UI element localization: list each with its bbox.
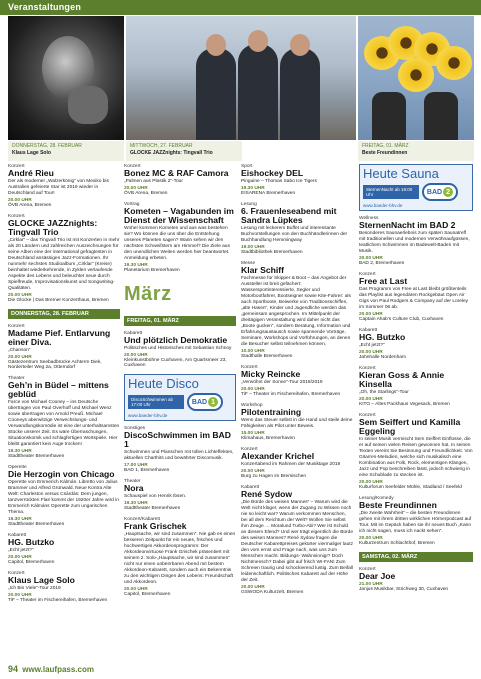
event-entry: Messe Klar Schiff Fachmesse für Skipper & Boot – das Angebot der Aussteller ist breit gefächert: Wassersportinteressierte, Segler und Motorbootfahrer, Bootseigner sowie Kite-Fahrer: als auch Sportboote, Beiwerke von Traditionsschiffen, „alte Hasen“, Kinder und Jugendliche werden das „gemeinsam angesprochen. Im Mittelpunkt der dreitägigen Veranstaltung wird daher nicht das „Boote gucken“, sondern Beratung, Information und Erfahrungsaustausch sowie spannende Vorträge, Seminare, Workshops und Vorführungen, an denen die Besucher selbst teilnehmen können. 10.00 UHR Stadthalle Bremerhaven <box>241 261 351 359</box>
event-entry: Konzert André Rieu Der als moderner „Walzerkönig“ von Mexiko bis Australien gefeierte Star ist 2019 wieder in Deutschland auf Tour! 20.00 UHR ÖVB Arena, Bremen <box>8 164 109 208</box>
listing-column-2 <box>124 164 236 603</box>
day-header: DONNERSTAG, 28. FEBRUAR <box>8 309 120 319</box>
event-entry: Sport Eishockey DEL Pinguine – Thomas Sabo Ice Tigers 19.30 UHR EISARENA Bremerhaven <box>241 164 317 196</box>
ad-link[interactable]: www.baeder-bhv.de <box>363 203 403 208</box>
bad-logo-icon: BAD 1 <box>187 393 223 411</box>
event-entry: Konzert GLOCKE JAZZnights: Tingvall Trio „Cirklar“ – das Tingvall Trio ist mit Konzerten in mehr als 20 Ländern und zahlreichen Auszeichnungen für seine Alben eine der international gefragtesten in Deutschland ansässigen Jazz-Formationen. Ihr nunmehr sechstes Studioalbum „Cirklar“ (Kreise) beinhaltet wiederkehrende, in Zyklen verlaufende Aspekte des Lebens und beleuchtet neue durch Spielfreude, Improvisationskunst und Songwriting-Qualitäten. 20.00 UHR Die Glocke | Das Bremer Konzerthaus, Bremen <box>8 214 120 303</box>
sunflower-icon <box>436 46 472 80</box>
event-entry: Konzert Kieran Goss & Annie Kinsella „Oh, the Starlings“-Tour 20.00 UHR KITO – Altes Packhaus Vegesack, Bremen <box>359 366 450 407</box>
photo-caption: FREITAG, 01. MÄRZ Beste Freundinnen <box>358 141 474 161</box>
day-header: SAMSTAG, 02. MÄRZ <box>359 552 473 562</box>
ad-heute-sauna[interactable]: Heute Sauna SternenNacht ab 19:00 Uhr BAD 2 www.baeder-bhv.de <box>359 164 473 211</box>
photo-credit: Foto: Simone Weisenfeld <box>302 146 342 150</box>
event-entry: Theater Nora Schauspiel von Henrik Ibsen. 19.30 UHR Stadttheater Bremerhaven <box>124 479 187 511</box>
event-entry: Theater Geh’n in Büdel – mittens geblüd Farce von Michael Cooney – ins Deutsche übertragen von Paul Overhoff und Michael Wenz sowie übertragen von Arnold Preuß. Michael Cooneys aberwitzige Verwechslungs- und Verwandlungskomödie ist eine der unterhaltsamsten Stücke unserer Zeit. Es wäre Überraschungen, Situationskomik und schlagfertigen Wortspiele. Hier bleibt garantiert kein Auge trocken! 19.30 UHR Stadttheater Bremerhaven <box>8 376 120 459</box>
event-entry: Konzert Free at Last Das Programm von Free at Last bleibt größtenteils das Playlist aus legendären Rockgebäut Open Air Gigs von Paul Rodgers & Company auf der Loreley im Sommer 06 ab. 20.00 UHR Captain Ahab’s Culture Club, Cuxhaven <box>359 272 469 322</box>
event-entry: Konzert Dear Joe 21.00 UHR Janjus Musikbar, Strichweg 30, Cuxhaven <box>359 567 449 592</box>
event-entry: Konzert Alexander Krichel Konzertabend im Rahmen der Musiktage 2019 20.00 UHR Burg zu Hagen im Bremischen <box>241 447 341 479</box>
event-entry: Wellness SternenNacht im BAD 2 Besonderes Saunaerlebnis zum späten Saunatreff mit traditionellen und modernen Verwöhnaufgüssen, teatlichem Schwimmen im Badewelt-Baden mit Musik. 20.00 UHR BAD 2, Bremerhaven <box>359 216 470 266</box>
ad-heute-disco[interactable]: Heute Disco DiscoSchwimmen ab 17:00 Uhr BAD 1 www.baeder-bhv.de <box>124 374 236 421</box>
event-entry: Kabarett HG. Butzko „Echt jetzt?“ 20.00 UHR Capitol, Bremerhaven <box>8 533 55 565</box>
event-entry: Kabarett Und plötzlich Demokratie Politisches und Historisches mit Sebastian Schnoy 20.00 UHR Kleinkunstbühne Cuxhaven, Am Quartsmeer 23, Cuxhaven <box>124 331 232 368</box>
photo-beste-freundinnen <box>358 16 474 140</box>
month-heading: März <box>124 283 172 305</box>
event-entry: Lesung/Komedy Beste Freundinnen „Die zweite Wahrheit“ – die besten Freundinnen gehen mit ihrem dritten wirklichen Hörnerpodcast auf Tour. Mit im Gepäck haben sie ihr neues Buch „Kann ich nicht sagen, muss ich nackt sehen“. 20.00 UHR Kulturzentrum Schlachthof, Bremen <box>359 496 472 546</box>
listing-column-4 <box>359 164 473 598</box>
event-entry: Lesung 6. Frauenleseabend mit Sandra Lüpkes Lesung mit leckerem Buffet und interessante Buchvorstellungen von den Buchhändlerinnen der Buchhandlung Hemmingway 19.00 UHR Stadtbibliothek Bremerhaven <box>241 202 348 255</box>
page-footer <box>8 664 94 674</box>
page-number: 94 <box>8 664 19 674</box>
event-entry: Konzert Micky Reincke „Verwöhnt der Sonne“-Tour 2018/2019 20.00 UHR TiF – Theater im Fischereihafen, Bremerhaven <box>241 365 341 397</box>
event-entry: Kabarett HG. Butzko „Echt jetzt?“ 20.00 UHR Jahnhalle Nordenham <box>359 328 406 360</box>
event-entry: Workshop Pilotentraining Wenn das Steuer selbst in die Hand und steile deine Fähigkeiten als Pilot unter Beweis. 15.00 UHR Klimahaus, Bremerhaven <box>241 403 353 441</box>
event-entry: Vortrag Kometen – Vagabunden im Dienst der Wissenschaft Woher kommen Kometen und aus was bestehen sie? Wo können die uns über die Entstehung unseres Planeten sagen? Wann sehen wir den nächsten Schweifstern am Himmel? Die Ziele aus den unendlichen Weiten werden hier beantwortet. Anmeldung erbeten. 19.30 UHR Planetarium Bremerhaven <box>124 202 234 273</box>
event-entry: Konzert Madame Pief. Entlarvung einer Diva. „Chanson“ 20.00 UHR Gästezentrum Seebadbrücke Achterm Diek, Norderteiler Weg 2a, Otterndorf <box>8 324 111 370</box>
day-header: FREITAG, 01. MÄRZ <box>124 316 236 326</box>
event-entry: Konzert/Kabarett Frank Grischek „Hauptsache, wir sind zusammen“. Nie gab es einen besseren Zeitpunkt für ein neues, frisches und hochwertiges Akkordeonprogramm: Der Akkordeonvirtuose Frank Grischek präsentiert mit seinem 2. Solo-„Hauptsache, wir sind zusammen“ nicht nur einen unbeirrbaren Abend mit bestem Akkordeon-Kabarett, sondern auch ein Bekenntnis zu den wichtigen Dingen des Lebens: Freundschaft und Akkordeon. 20.00 UHR Capitol, Bremerhaven <box>124 517 236 597</box>
event-entry: Sonstiges DiscoSchwimmen im BAD 1 Schwimmen und Planschen mit tollen Lichteffekten, aktuellen Charthits und bewährter Discomusik. 17.00 UHR BAD 1, Bremerhaven <box>124 426 234 473</box>
photo-caption: DONNERSTAG, 28. FEBRUAR Klaus Lage Solo <box>8 141 124 161</box>
listing-column-3 <box>241 164 353 601</box>
sunflower-icon <box>398 58 434 92</box>
event-entry: Operette Die Herzogin von Chicago Operette von Emmerich Kálmán. Libretto von Julius Brammer und Alfred Grünwald. Neue Kontra Alte Welt: Charleston versus Csárdás: Dem jungen, tanzverrückten Flair kommt der 1920er Jahre wird in Emmerich Kálmáns Operette zum ungarischen Thema. 19.30 UHR Stadttheater Bremerhaven <box>8 465 119 527</box>
photo-caption: MITTWOCH, 27. FEBRUAR GLOCKE JAZZnights: Tingvall Trio <box>126 141 242 161</box>
footer-url[interactable]: www.laufpass.com <box>22 665 94 674</box>
event-entry: Kabarett René Sydow „Die Bürde des weisen Mannes“ – Warum wird die Welt nicht klüger, wenn der Zugang zu Wissen noch nie so leicht war? Warum verkommen Menschen, bei all dem Reichtum der Welt? Wollen Sie selbst ihm Zeuge … Moralund Turbo-Abi? Wer ist Schuld an diesem Elend? Und wer trägt eigentlich die Bürde des weisen Mannes? René Sydow fragen die Deutscher Kabarettpreises gekürter viermaliger lautz den vom ernst und Frage nach, was uns zum Menschen macht. Bildungs- Wahnsinnig!? Doch Nichtmensch? Dabei gibt auf frisch WI-FAN! Zum Schreien traurig und schockierend lustig. Zum Beifall leidenschaftlich. Politisches Kabarett auf der Höhe der Zeit. 20.00 UHR GSWODA Kulturzelt, Bremen <box>241 485 353 595</box>
event-entry: Konzert Bonez MC & RAF Camora „Palmen aus Plastik 2“-Tour 20.00 UHR ÖVB Arena, Bremen <box>124 164 229 196</box>
listing-column-1 <box>8 164 120 609</box>
section-title: Veranstaltungen <box>8 2 82 12</box>
event-entry: Konzert Klaus Lage Solo „Ich Bin Viele“-Tour 2019 20.00 UHR TiF – Theater im Fischereihafen, Bremerhaven <box>8 571 108 603</box>
photo-klaus-lage <box>8 16 124 140</box>
ad-link[interactable]: www.baeder-bhv.de <box>128 413 168 418</box>
event-entry: Konzert Sem Seiffert und Kamilla Eggeling In seiner Musik vermischt Sem Seiffert Einflüsse, die er auf seinen vielen Reisen gewonnen hat. In seinen Texten vereint Sie Besinnung und Freundlichkeit. Von Gitarren-Melodien, welche sich musikalisch eine Kombination aus Folk, Rock, elementigen Klängen, Jazz und Pop beschreiben lässt, jedoch schwierig in eine Schublade zu stecken ist. 20.00 UHR Kulturforum Seefelder Mühle, Stadland / Seefeld <box>359 413 473 490</box>
section-header-band <box>0 0 481 15</box>
bad-logo-icon: BAD 2 <box>422 183 458 201</box>
